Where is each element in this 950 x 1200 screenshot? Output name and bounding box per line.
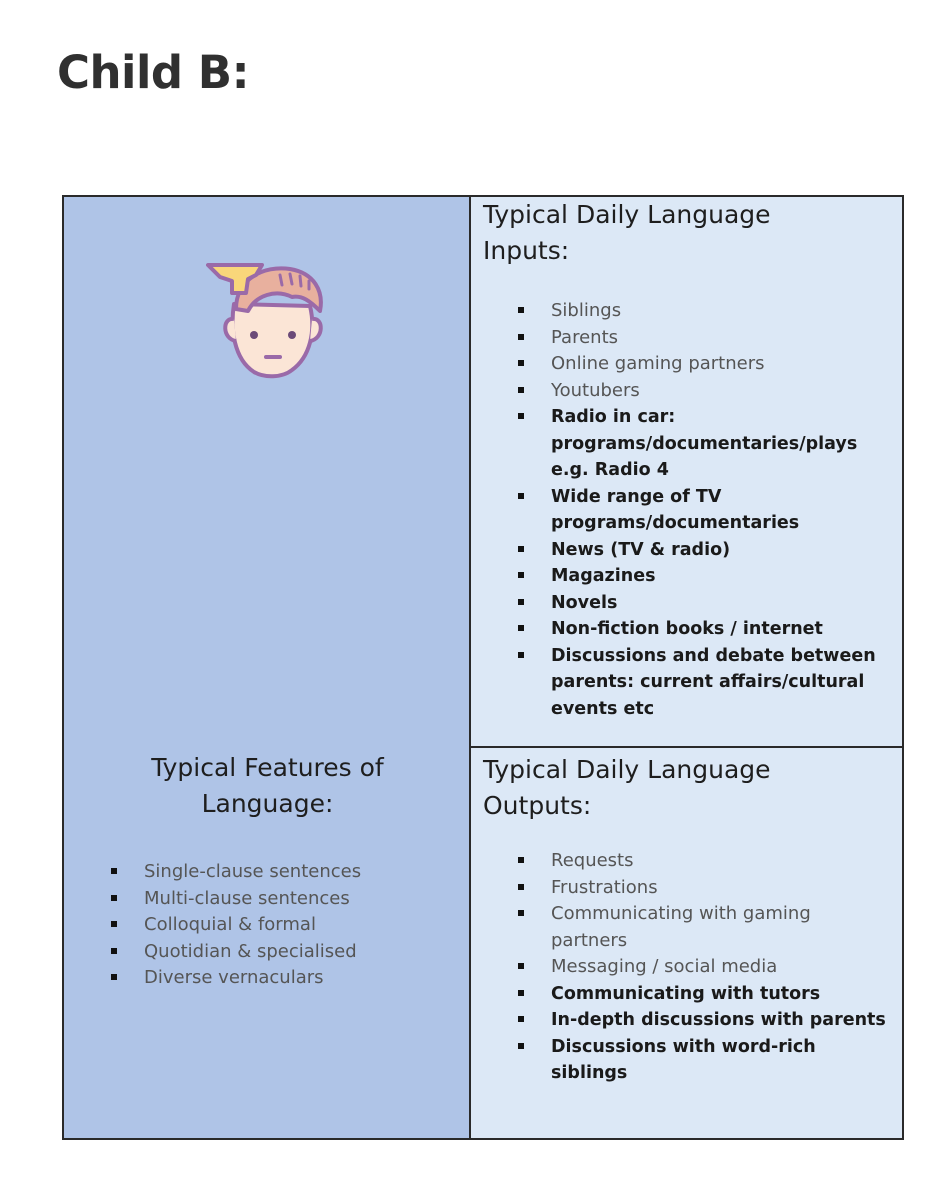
list-item: Single-clause sentences [111,859,461,886]
outputs-list [518,848,888,1087]
list-item: Parents [518,325,888,352]
outputs-panel [471,748,902,1138]
list-item: Communicating with tutors [518,981,888,1008]
list-item: Frustrations [518,875,888,902]
list-item: Novels [518,590,888,617]
page-title: Child B: [57,46,250,99]
features-list [111,859,461,992]
list-item: Quotidian & specialised [111,939,461,966]
list-item: News (TV & radio) [518,537,888,564]
list-item: Magazines [518,563,888,590]
outputs-heading: Typical Daily Language Outputs: [483,755,771,820]
features-panel [64,197,471,1138]
list-item: Communicating with gaming partners [518,901,888,954]
list-item: Messaging / social media [518,954,888,981]
inputs-panel [471,197,902,748]
list-item: Wide range of TV programs/documentaries [518,484,888,537]
features-heading: Typical Features of Language: [151,753,384,818]
list-item: In-depth discussions with parents [518,1007,888,1034]
language-table [62,195,904,1140]
list-item: Discussions and debate between parents: current affairs/cultural events etc [518,643,888,723]
list-item: Multi-clause sentences [111,886,461,913]
list-item: Non-fiction books / internet [518,616,888,643]
list-item: Online gaming partners [518,351,888,378]
list-item: Discussions with word-rich siblings [518,1034,888,1087]
list-item: Requests [518,848,888,875]
inputs-list [518,298,888,722]
list-item: Youtubers [518,378,888,405]
list-item: Diverse vernaculars [111,965,461,992]
boy-face-icon [206,259,332,384]
list-item: Colloquial & formal [111,912,461,939]
list-item: Siblings [518,298,888,325]
list-item: Radio in car: programs/documentaries/plays e.g. Radio 4 [518,404,888,484]
inputs-heading: Typical Daily Language Inputs: [483,200,771,265]
